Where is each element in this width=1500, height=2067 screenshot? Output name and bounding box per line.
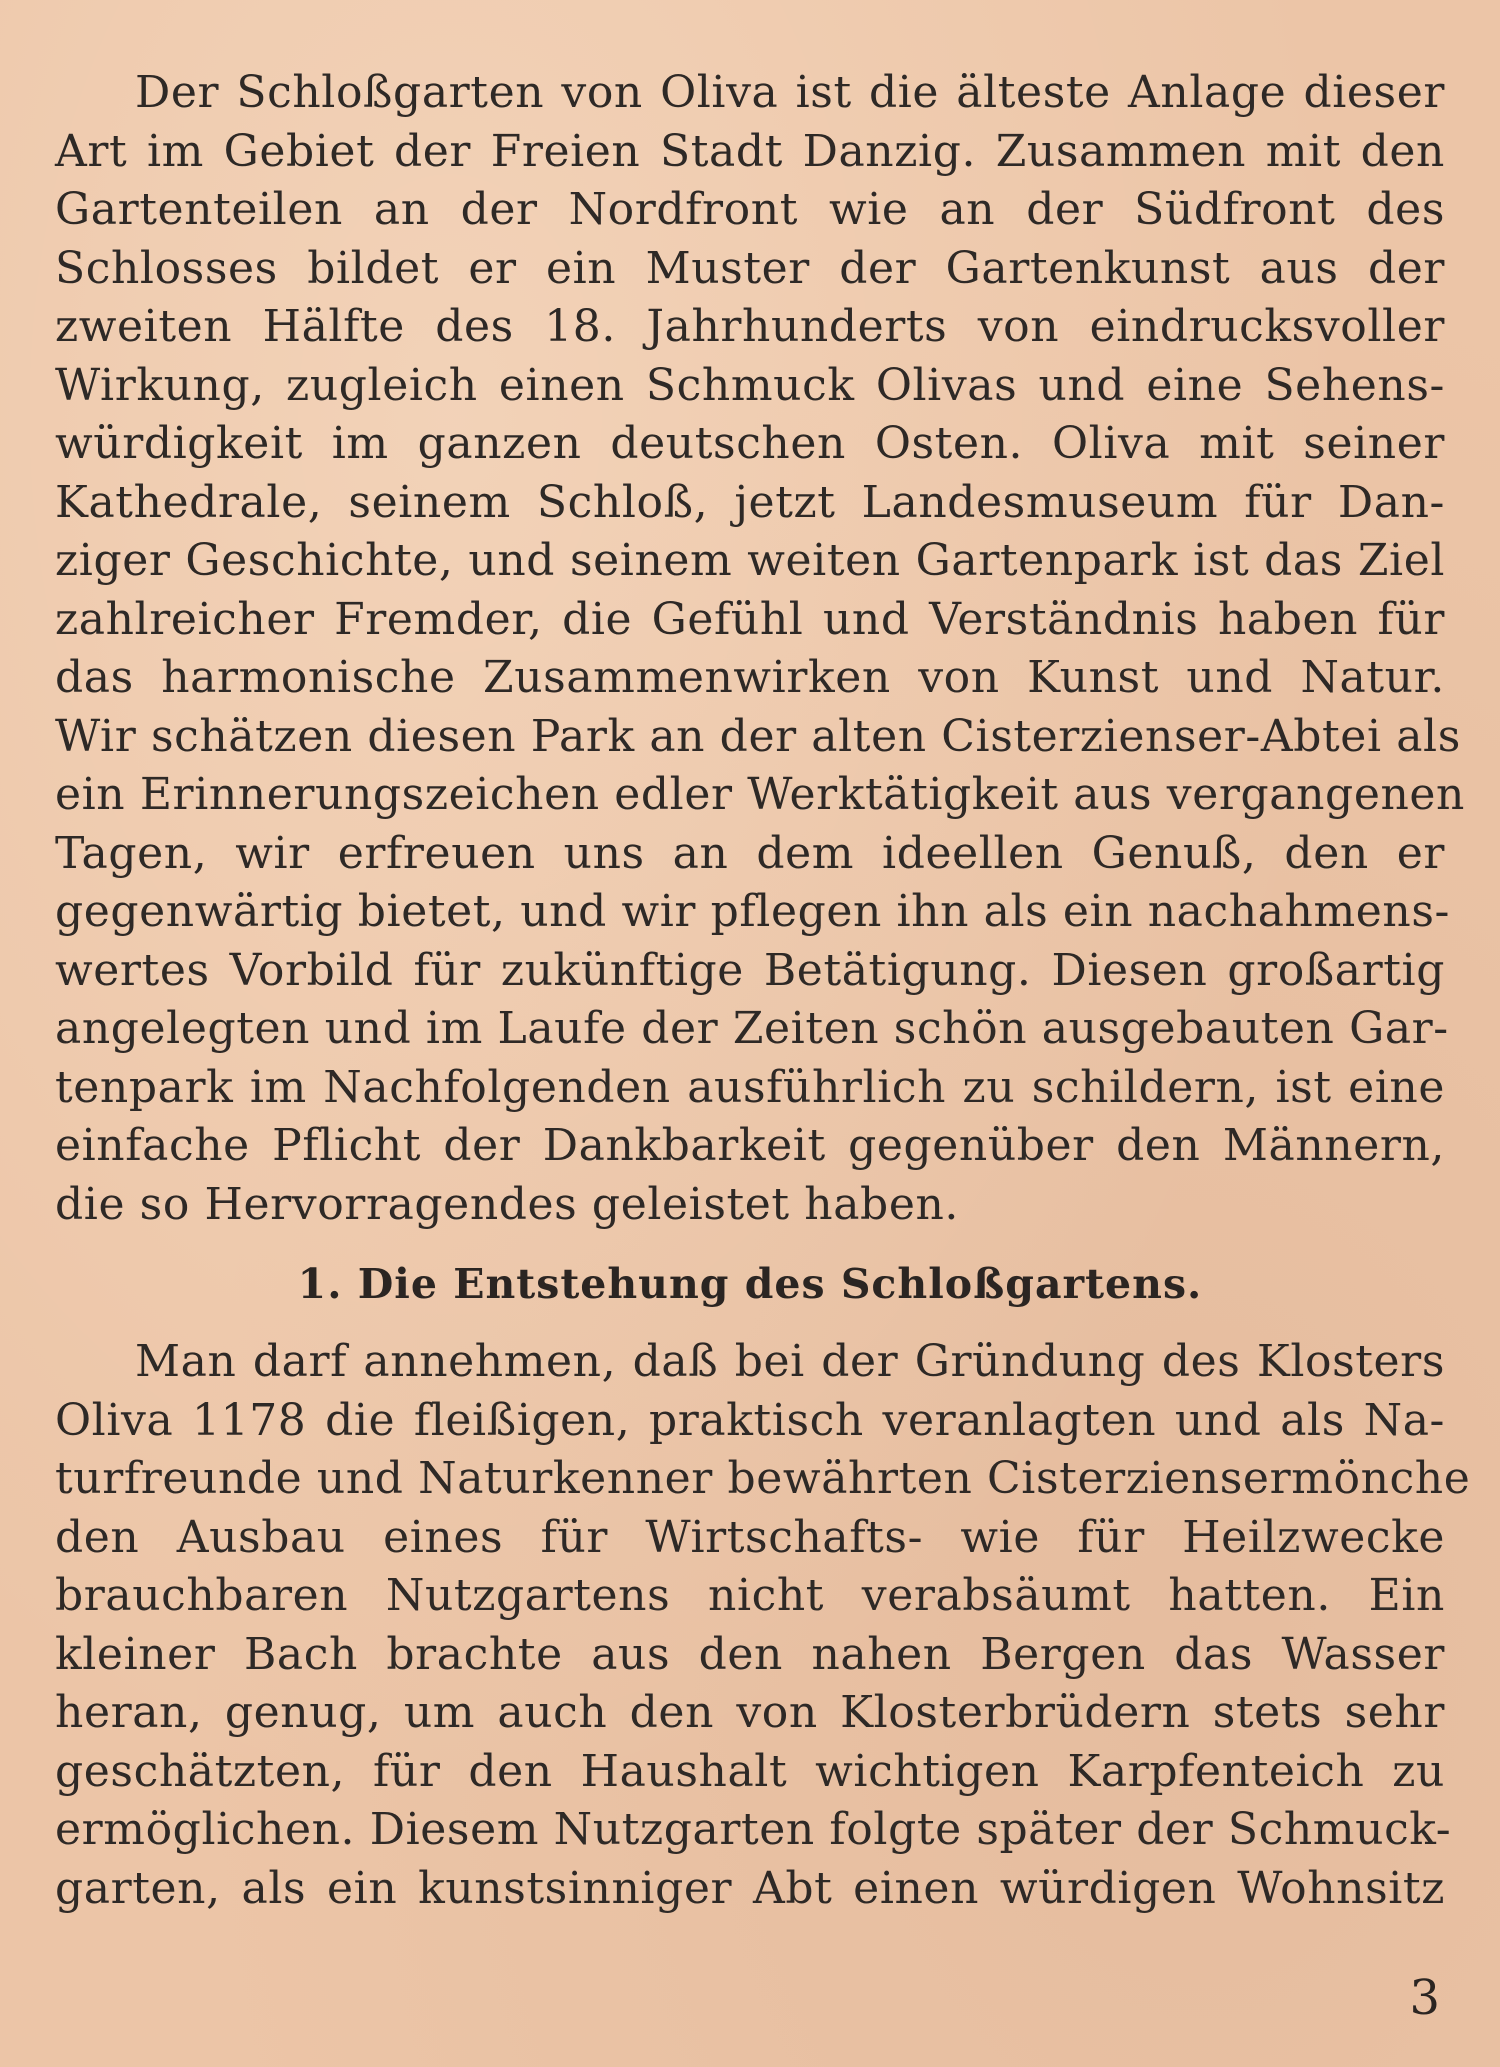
text-line: Man darf annehmen, daß bei der Gründung des Klosters bbox=[135, 1336, 1445, 1387]
text-line: zweiten Hälfte des 18. Jahrhunderts von eindrucksvoller bbox=[55, 301, 1445, 352]
text-line: das harmonische Zusammenwirken von Kunst und Natur. bbox=[55, 652, 1445, 703]
text-line: ein Erinnerungszeichen edler Werktätigkeit aus vergangenen bbox=[55, 769, 1465, 820]
text-line: garten, als ein kunstsinniger Abt einen würdigen Wohnsitz bbox=[55, 1862, 1445, 1914]
text-line: einfache Pflicht der Dankbarkeit gegenüber den Männern, bbox=[55, 1120, 1445, 1171]
text-line: Der Schloßgarten von Oliva ist die älteste Anlage dieser bbox=[135, 67, 1445, 118]
text-line: heran, genug, um auch den von Klosterbrüdern stets sehr bbox=[55, 1687, 1445, 1738]
page-number: 3 bbox=[1409, 1970, 1440, 2026]
section-heading: 1. Die Entstehung des Schloßgartens. bbox=[297, 1260, 1203, 1308]
text-line: ermöglichen. Diesem Nutzgarten folgte später der Schmuck- bbox=[55, 1804, 1452, 1855]
text-line: angelegten und im Laufe der Zeiten schön ausgebauten Gar- bbox=[55, 1003, 1449, 1054]
text-line: zahlreicher Fremder, die Gefühl und Verständnis haben für bbox=[55, 593, 1445, 645]
text-line: die so Hervorragendes geleistet haben. bbox=[55, 1178, 959, 1230]
text-line: geschätzten, für den Haushalt wichtigen Karpfenteich zu bbox=[55, 1745, 1445, 1797]
text-line: kleiner Bach brachte aus den nahen Bergen das Wasser bbox=[55, 1628, 1445, 1680]
text-line: gegenwärtig bietet, und wir pflegen ihn als ein nachahmens- bbox=[55, 886, 1451, 937]
text-line: tenpark im Nachfolgenden ausführlich zu schildern, ist eine bbox=[55, 1061, 1445, 1113]
paragraph-origin bbox=[55, 1333, 1471, 1918]
text-line: Gartenteilen an der Nordfront wie an der Südfront des bbox=[55, 184, 1445, 235]
text-line: den Ausbau eines für Wirtschafts- wie für Heilzwecke bbox=[55, 1511, 1445, 1563]
text-line: Kathedrale, seinem Schloß, jetzt Landesmuseum für Dan- bbox=[55, 476, 1445, 528]
text-line: Tagen, wir erfreuen uns an dem ideellen Genuß, den er bbox=[55, 827, 1445, 879]
text-line: Oliva 1178 die fleißigen, praktisch veranlagten und als Na- bbox=[55, 1394, 1445, 1446]
paragraph-intro bbox=[55, 64, 1465, 1234]
text-line: turfreunde und Naturkenner bewährten Cisterziensermönche bbox=[55, 1453, 1471, 1504]
text-line: Art im Gebiet der Freien Stadt Danzig. Zusammen mit den bbox=[55, 125, 1445, 177]
text-line: Schlosses bildet er ein Muster der Gartenkunst aus der bbox=[55, 242, 1445, 294]
text-line: brauchbaren Nutzgartens nicht verabsäumt hatten. Ein bbox=[55, 1570, 1445, 1621]
text-line: wertes Vorbild für zukünftige Betätigung. Diesen großartig bbox=[55, 944, 1445, 996]
text-line: Wirkung, zugleich einen Schmuck Olivas und eine Sehens- bbox=[55, 359, 1445, 411]
text-line: würdigkeit im ganzen deutschen Osten. Oliva mit seiner bbox=[55, 418, 1445, 469]
text-line: ziger Geschichte, und seinem weiten Gartenpark ist das Ziel bbox=[55, 535, 1445, 586]
text-line: Wir schätzen diesen Park an der alten Cisterzienser-Abtei als bbox=[55, 710, 1461, 762]
